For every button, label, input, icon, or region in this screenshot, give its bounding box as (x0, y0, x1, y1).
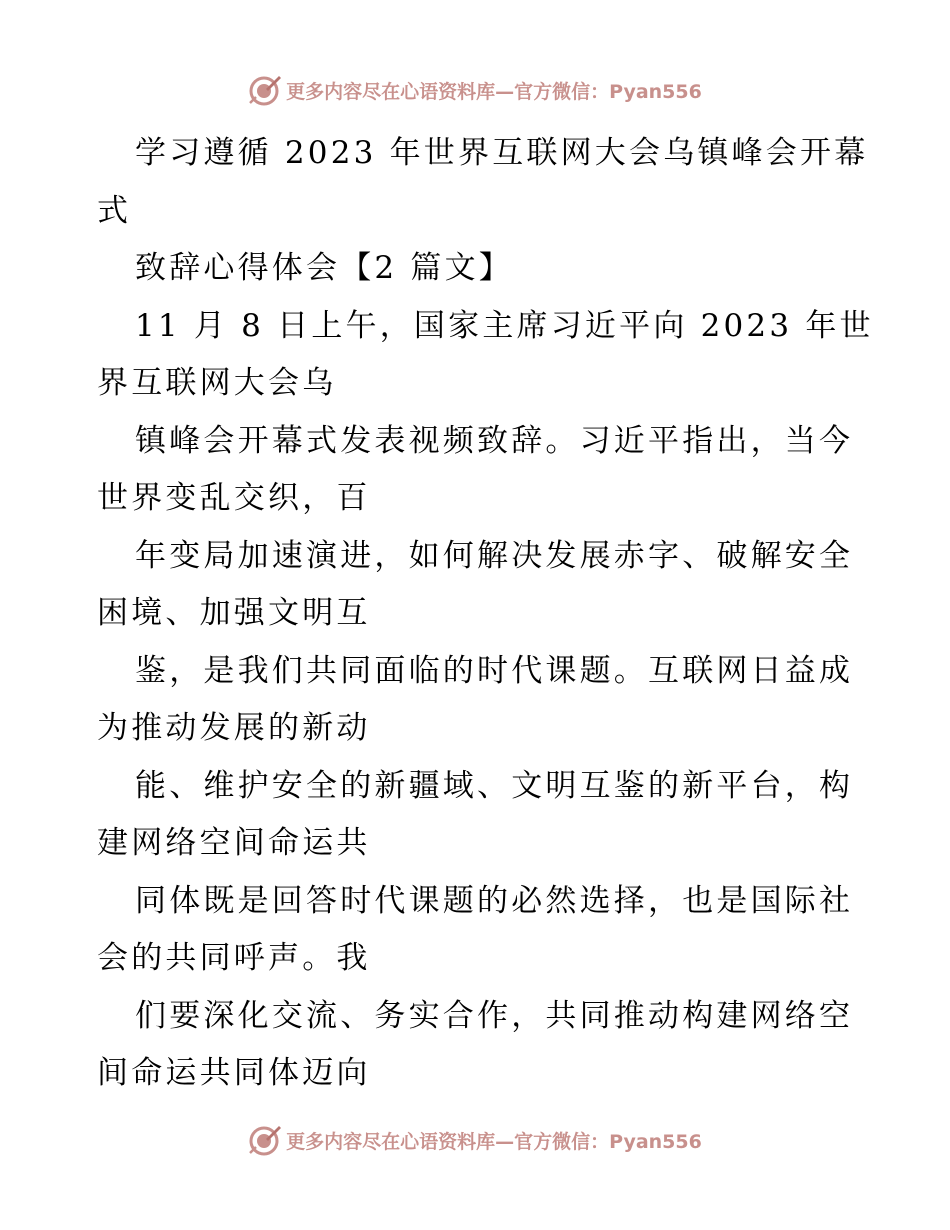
text-line: 建网络空间命运共 (97, 825, 371, 861)
text-line: 界互联网大会乌 (97, 365, 337, 401)
pen-seal-logo-icon (248, 1123, 282, 1157)
text-line: 致辞心得体会【2 篇文】 (135, 250, 513, 286)
pen-seal-logo-icon (248, 73, 282, 107)
text-line: 11 月 8 日上午，国家主席习近平向 2023 年世 (135, 307, 874, 344)
text-line: 间命运共同体迈向 (97, 1055, 371, 1091)
text-line: 为推动发展的新动 (97, 710, 371, 746)
text-line: 世界变乱交织，百 (97, 480, 371, 516)
text-line: 同体既是回答时代课题的必然选择，也是国际社 (135, 882, 854, 919)
text-line: 学习遵循 2023 年世界互联网大会乌镇峰会开幕 (135, 135, 869, 171)
banner-text: 更多内容尽在心语资料库—官方微信：Pyan556 (286, 1130, 702, 1153)
text-line: 鉴，是我们共同面临的时代课题。互联网日益成 (135, 652, 854, 689)
text-line: 年变局加速演进，如何解决发展赤字、破解安全 (135, 537, 854, 574)
banner-text: 更多内容尽在心语资料库—官方微信：Pyan556 (286, 80, 702, 103)
document-body (97, 125, 874, 1103)
text-line: 式 (97, 192, 132, 229)
text-line: 们要深化交流、务实合作，共同推动构建网络空 (135, 997, 854, 1034)
text-line: 镇峰会开幕式发表视频致辞。习近平指出，当今 (135, 422, 854, 459)
text-line: 能、维护安全的新疆域、文明互鉴的新平台，构 (135, 767, 854, 804)
text-line: 困境、加强文明互 (97, 595, 371, 631)
footer-banner (0, 1120, 950, 1160)
header-banner (0, 70, 950, 110)
text-line: 会的共同呼声。我 (97, 940, 371, 976)
